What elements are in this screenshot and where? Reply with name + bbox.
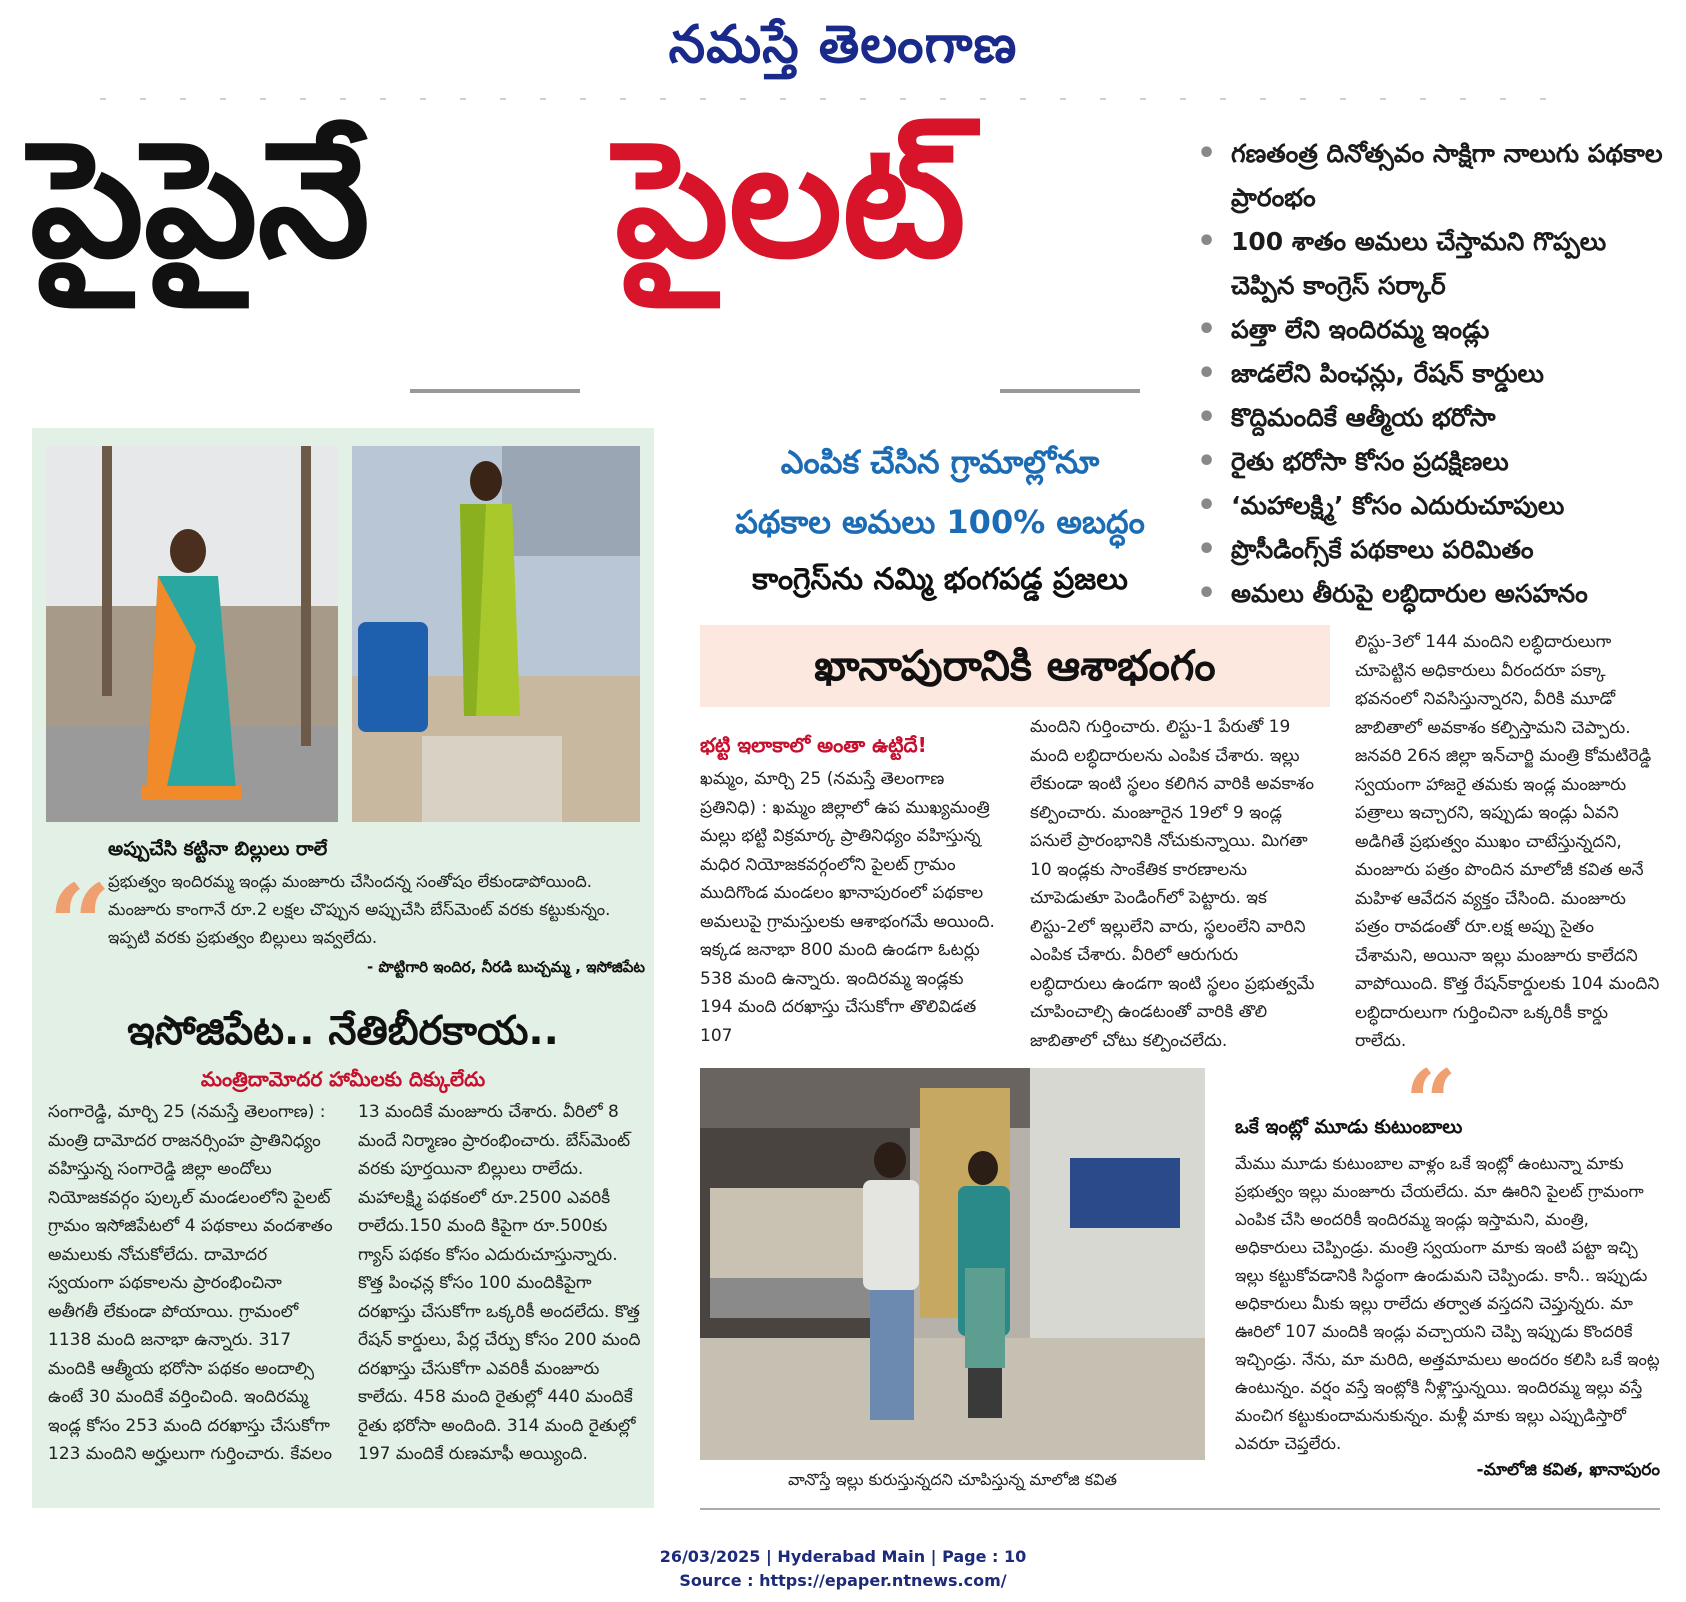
highlight-item: • 100 శాతం అమలు చేస్తామని గొప్పలు చెప్పిన కాంగ్రెస్ సర్కార్ [1195, 220, 1675, 308]
subhead-line2: పథకాల అమలు 100% అబద్ధం [735, 503, 1145, 541]
bottom-divider [700, 1508, 1660, 1510]
photo-caption: వానొస్తే ఇల్లు కురుస్తున్నదని చూపిస్తున్న మాలోజి కవిత [788, 1470, 1117, 1489]
subhead-blue [705, 432, 1175, 552]
quote-icon: “ [48, 860, 112, 989]
highlight-item: • ప్రొసీడింగ్స్‌కే పథకాలు పరిమితం [1195, 528, 1675, 572]
headline-red: పైలట్ [615, 106, 966, 293]
left-quote-body: ప్రభుత్వం ఇందిరమ్మ ఇండ్లు మంజూరు చేసిందన్న సంతోషం లేకుండాపోయింది. మంజూరు కాంగానే రూ.2 లక్షల చొప్పున అప్పుచేసి బేస్‌మెంట్ వరకు కట్టుకున్నం. ఇప్పటి వరకు ప్రభుత్వం బిల్లులు ఇవ్వలేదు. [108, 872, 611, 947]
isojipet-col1: సంగారెడ్డి, మార్చి 25 (నమస్తే తెలంగాణ) : మంత్రి దామోదర రాజనర్సింహ ప్రాతినిధ్యం వహిస్తున్న సంగారెడ్డి జిల్లా అందోలు నియోజకవర్గం పుల్కల్ మండలంలోని పైలట్ గ్రామం ఇసోజిపేటలో 4 పథకాలు వందశాతం అమలుకు నోచుకోలేదు. దామోదర స్వయంగా పథకాలను ప్రారంభించినా అతీగతీ లేకుండా పోయాయి. గ్రామంలో 1138 మంది జనాభా ఉన్నారు. 317 మందికి ఆత్మీయ భరోసా పథకం అందాల్సి ఉంటే 30 మందికే వర్తించింది. ఇందిరమ్మ ఇండ్ల కోసం 253 మంది దరఖాస్తు చేసుకోగా 123 మందిని అర్హులుగా గుర్తించారు. కేవలం [48, 1102, 333, 1464]
masthead-logo: నమస్తే తెలంగాణ [668, 14, 1018, 75]
left-quote-attribution: - పొట్టిగారి ఇందిర, నీరడి బుచ్చమ్మ , ఇసోజిపేట [367, 958, 645, 976]
highlight-item: • ‘మహాలక్ష్మి’ కోసం ఎదురుచూపులు [1195, 484, 1675, 528]
footer-source: Source : https://epaper.ntnews.com/ [679, 1571, 1007, 1590]
quote-icon-right: “ [1405, 1050, 1457, 1156]
right-quote-body: మేము మూడు కుటుంబాల వాళ్లం ఒకే ఇంట్లో ఉంటున్నా మాకు ప్రభుత్వం ఇల్లు మంజూరు చేయలేదు. మా ఊరిని పైలట్ గ్రామంగా ఎంపిక చేసి అందరికీ ఇందిరమ్మ ఇండ్లు ఇస్తామని, మంత్రి, అధికారులు చెప్పిండ్రు. మంత్రి స్వయంగా మాకు ఇంటి పట్టా ఇచ్చి ఇల్లు కట్టుకోవడానికి సిద్ధంగా ఉండుమని చెప్పిండు. కానీ.. ఇప్పుడు అధికారులు మీకు ఇల్లు రాలేదు తర్వాత వస్తదని చెప్తున్నరు. మా ఊరిలో 107 మందికి ఇండ్లు వచ్చాయని చెప్పి ఇప్పుడు కొందరికే ఇచ్చిండ్రు. నేను, మా మరిది, అత్తమామలు అందరం కలిసి ఒకే ఇంట్ల ఉంటున్నం. వర్షం వస్తే ఇంట్లోకి నీళ్లొస్తున్నయి. ఇందిరమ్మ ఇల్లు వస్తే మంచిగ కట్టుకుందామనుకున్నం. మళ్లీ మాకు ఇల్లు ఎప్పుడిస్తారో ఎవరూ చెప్తలేరు. [1235, 1154, 1660, 1453]
headline-rule-right [1000, 389, 1140, 393]
headline-rule-left [410, 389, 580, 393]
photo-couple-house [700, 1068, 1205, 1460]
highlight-item: • అమలు తీరుపై లబ్ధిదారుల అసహనం [1195, 572, 1675, 616]
khanapuram-title: ఖానాపురానికి ఆశాభంగం [700, 625, 1330, 707]
footer-date-edition: 26/03/2025 | Hyderabad Main | Page : 10 [659, 1547, 1027, 1566]
highlight-item: • కొద్దిమందికే ఆత్మీయ భరోసా [1195, 396, 1675, 440]
khanapuram-col3: లిస్టు-3లో 144 మందిని లబ్ధిదారులుగా చూపెట్టిన అధికారులు వీరందరూ పక్కా భవనంలో నివసిస్తున్నారని, వీరికి మూడో జాబితాలో అవకాశం కల్పిస్తామని చెప్పారు. జనవరి 26న జిల్లా ఇన్‌చార్జి మంత్రి కోమటిరెడ్డి స్వయంగా హాజరై తమకు ఇండ్ల మంజూరు పత్రాలు ఇచ్చారని, ఇప్పుడు ఇండ్లు ఏవని అడిగితే ప్రభుత్వం ముఖం చాటేస్తున్నదని, మంజూరు పత్రం పొందిన మాలోజీ కవిత అనే మహిళ ఆవేదన వ్యక్తం చేసింది. మంజూరు పత్రం రావడంతో రూ.లక్ష అప్పు సైతం చేశామని, అయినా ఇల్లు మంజూరు కాలేదని వాపోయింది. కొత్త రేషన్‌కార్డులకు 104 మందిని లబ్ధిదారులుగా గుర్తించినా ఒక్కరికీ కార్డు రాలేదు. [1355, 632, 1660, 1051]
headline-black: పైపైనే [30, 106, 370, 293]
highlights-list [1195, 132, 1675, 616]
khanapuram-kicker: భట్టి ఇలాకాలో అంతా ఉట్టిదే! [700, 733, 927, 757]
subhead-black: కాంగ్రెస్‌ను నమ్మి భంగపడ్డ ప్రజలు [752, 562, 1128, 597]
khanapuram-col2: మందిని గుర్తించారు. లిస్టు-1 పేరుతో 19 మంది లబ్ధిదారులను ఎంపిక చేశారు. ఇల్లు లేకుండా ఇంటి స్థలం కలిగిన వారికి అవకాశం కల్పించారు. మంజూరైన 19లో 9 ఇండ్ల పనులే ప్రారంభానికి నోచుకున్నాయి. మిగతా 10 ఇండ్లకు సాంకేతిక కారణాలను చూపెడుతూ పెండింగ్‌లో పెట్టారు. ఇక లిస్టు-2లో ఇల్లులేని వారు, స్థలంలేని వారిని ఎంపిక చేశారు. వీరిలో ఆరుగురు లబ్ధిదారులు ఉండగా ఇంటి స్థలం ప్రభుత్వమే చూపించాల్సి ఉండటంతో వారికి తొలి జాబితాలో చోటు కల్పించలేదు. [1030, 717, 1315, 1051]
top-divider [100, 98, 1560, 100]
highlight-item: • రైతు భరోసా కోసం ప్రదక్షిణలు [1195, 440, 1675, 484]
right-quote-attribution: -మాలోజి కవిత, ఖానాపురం [1476, 1460, 1660, 1480]
photo-woman-green-saree [352, 446, 640, 822]
highlight-item: • గణతంత్ర దినోత్సవం సాక్షిగా నాలుగు పథకాల ప్రారంభం [1195, 132, 1675, 220]
isojipet-col2: 13 మందికే మంజూరు చేశారు. వీరిలో 8 మందే నిర్మాణం ప్రారంభించారు. బేస్‌మెంట్ వరకు పూర్తయినా బిల్లులు రాలేదు. మహాలక్ష్మి పథకంలో రూ.2500 ఎవరికీ రాలేదు.150 మంది కిపైగా రూ.500కు గ్యాస్ పథకం కోసం ఎదురుచూస్తున్నారు. కొత్త పింఛన్ల కోసం 100 మందికిపైగా దరఖాస్తు చేసుకోగా ఒక్కరికీ అందలేదు. కొత్త రేషన్ కార్డులు, పేర్ల చేర్పు కోసం 200 మంది దరఖాస్తు చేసుకోగా ఎవరికీ మంజూరు కాలేదు. 458 మంది రైతుల్లో 440 మందికే రైతు భరోసా అందింది. 314 మంది రైతుల్లో 197 మందికే రుణమాఫీ అయ్యింది. [358, 1102, 641, 1464]
highlight-item: • జాడలేని పింఛన్లు, రేషన్ కార్డులు [1195, 352, 1675, 396]
highlight-item: • పత్తా లేని ఇందిరమ్మ ఇండ్లు [1195, 308, 1675, 352]
isojipet-kicker: మంత్రిదామోదర హామీలకు దిక్కులేదు [200, 1067, 486, 1091]
photo-woman-construction [46, 446, 338, 822]
isojipet-title: ఇసోజిపేట.. నేతిబీరకాయ.. [127, 1008, 559, 1054]
left-quote-title: అప్పుచేసి కట్టినా బిల్లులు రాలే [108, 838, 328, 860]
subhead-line1: ఎంపిక చేసిన గ్రామాల్లోనూ [780, 443, 1100, 481]
khanapuram-col1: ఖమ్మం, మార్చి 25 (నమస్తే తెలంగాణ ప్రతినిధి) : ఖమ్మం జిల్లాలో ఉప ముఖ్యమంత్రి మల్లు భట్టి విక్రమార్క ప్రాతినిధ్యం వహిస్తున్న మధిర నియోజకవర్గంలోని పైలట్ గ్రామం ముదిగొండ మండలం ఖానాపురంలో పథకాల అమలుపై గ్రామస్తులకు ఆశాభంగమే అయింది. ఇక్కడ జనాభా 800 మంది ఉండగా ఓటర్లు 538 మంది ఉన్నారు. ఇందిరమ్మ ఇండ్లకు 194 మంది దరఖాస్తు చేసుకోగా తొలివిడత 107 [700, 769, 995, 1046]
right-quote-title: ఒకే ఇంట్లో మూడు కుటుంబాలు [1235, 1116, 1463, 1138]
page-footer [0, 1545, 1686, 1593]
